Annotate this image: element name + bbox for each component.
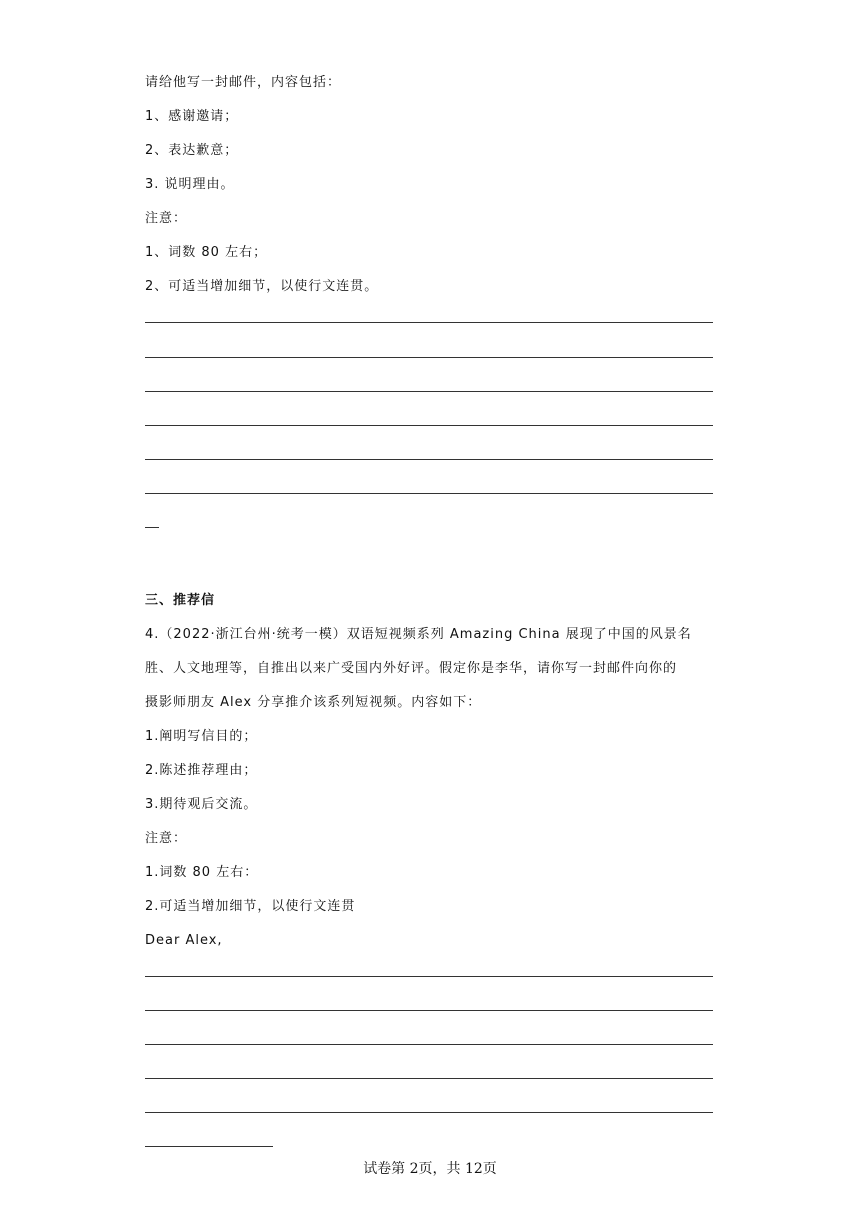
instruction-line: 2、表达歉意； [145,143,239,158]
question-text: 4.（2022·浙江台州·统考一模）双语短视频系列 Amazing China 展现了中国的风景名 [145,627,692,642]
question-text: 胜、人文地理等，自推出以来广受国内外好评。假定你是李华，请你写一封邮件向你的 [145,661,678,676]
requirement-item: 1.阐明写信目的； [145,729,258,744]
instruction-line: 请给他写一封邮件，内容包括： [145,75,342,90]
note-line: 1、词数 80 左右； [145,245,268,260]
instruction-line: 1、感谢邀请； [145,109,239,124]
answer-line[interactable] [145,459,713,460]
note-label: 注意： [145,831,188,846]
answer-line[interactable] [145,357,713,358]
note-line: 1.词数 80 左右： [145,865,259,880]
requirement-item: 3.期待观后交流。 [145,797,258,812]
note-line: 2、可适当增加细节，以使行文连贯。 [145,279,379,294]
section-heading: 三、推荐信 [145,593,216,608]
question-text: 摄影师朋友 Alex 分享推介该系列短视频。内容如下： [145,695,482,710]
requirement-item: 2.陈述推荐理由； [145,763,258,778]
answer-line[interactable] [145,425,713,426]
answer-line[interactable] [145,976,713,977]
answer-line[interactable] [145,1010,713,1011]
answer-line[interactable] [145,1112,713,1113]
answer-line[interactable] [145,391,713,392]
letter-salutation: Dear Alex, [145,933,223,948]
note-label: 注意： [145,211,188,226]
answer-line[interactable] [145,493,713,494]
answer-line[interactable] [145,1078,713,1079]
answer-line[interactable] [145,322,713,323]
instruction-line: 3. 说明理由。 [145,177,235,192]
answer-line-tail[interactable] [145,527,159,528]
page-footer: 试卷第 2页，共 12页 [363,1161,497,1177]
answer-line-tail[interactable] [145,1146,273,1147]
note-line: 2.可适当增加细节，以使行文连贯 [145,899,356,914]
answer-line[interactable] [145,1044,713,1045]
